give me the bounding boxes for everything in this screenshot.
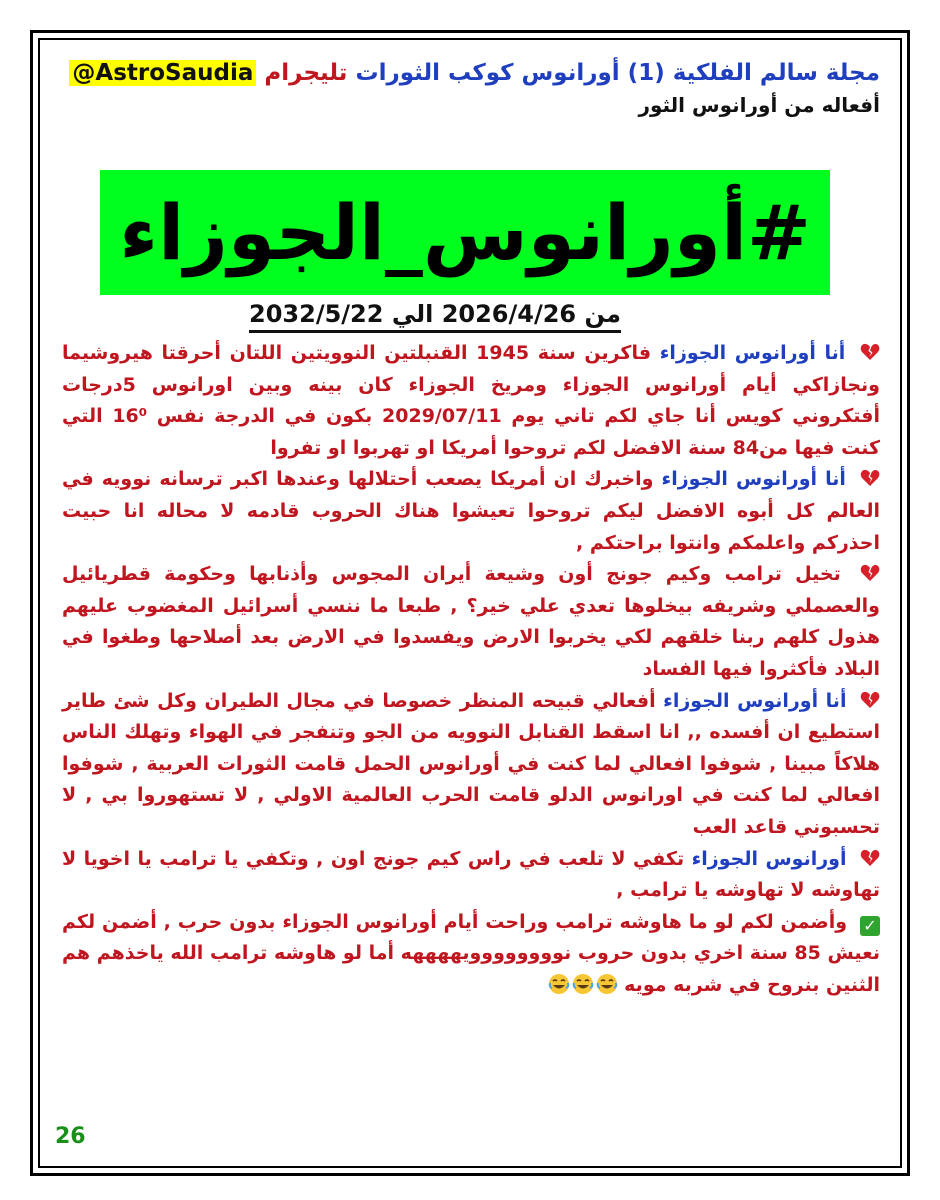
broken-heart-icon	[860, 849, 880, 867]
paragraph-text: تخيل ترامب وكيم جونج أون وشيعة أيران المجوس وأذنابها وحكومة قطريائيل والعصملي وشريفه بيخلوها تعدي علي خير؟ , طبعا ما ننسي أسرائيل المغضوب عليهم هذول كلهم ربنا خلقهم لكي يخربوا الارض ويفسدوا في الارض بعد أصلاحها وطغوا في البلاد فأكثروا فيها الفساد	[62, 563, 880, 680]
paragraph-text: تكفي لا تلعب في راس كيم جونج اون , وتكفي يا ترامب يا اخويا لا تهاوشه لا تهاوشه يا ترامب ,	[62, 847, 880, 902]
laughing-icon	[596, 973, 618, 995]
date-to: 2032/5/22	[249, 300, 384, 328]
page-number: 26	[55, 1124, 86, 1149]
laughing-icon	[572, 973, 594, 995]
date-to-label: الي	[391, 300, 434, 328]
speaker-label: أورانوس الجوزاء	[691, 847, 847, 870]
speaker-label: أنا أورانوس الجوزاء	[659, 342, 846, 364]
paragraph-text: وأضمن لكم لو ما هاوشه ترامب وراحت أيام أورانوس الجوزاء بدون حرب , أضمن لكم نعيش 85 سنة اخري بدون حروب نوووووووويههههه أما لو هاوشه ترامب الله ياخذهم هم الثنين بنروح في شربه مويه	[62, 910, 880, 996]
date-from-label: من	[584, 300, 621, 328]
date-range-text	[249, 300, 621, 333]
paragraph-text: أفعالي قبيحه المنظر خصوصا في مجال الطيران وكل شئ طاير استطيع ان أفسده ,, انا اسقط القنابل النوويه من الجو وتنفجر في الهواء وتهلك الناس هلاكاً مبينا , شوفوا افعالي لما كنت في أورانوس الحمل قامت الثورات العربية , شوفوا افعالي لما كنت في اورانوس الدلو قامت الحرب العالمية الاولي , لا تستهوروا بي , لا تحسبوني قاعد العب	[62, 689, 880, 838]
date-range	[200, 300, 670, 328]
article-topic: أورانوس كوكب الثورات	[355, 60, 620, 86]
paragraph-6	[62, 907, 880, 1002]
broken-heart-icon	[860, 564, 880, 582]
telegram-handle[interactable]: @AstroSaudia	[69, 60, 256, 86]
laughing-icon	[548, 973, 570, 995]
paragraph-5	[62, 844, 880, 907]
article-body	[62, 338, 880, 1001]
paragraph-text: واخبرك ان أمريكا يصعب أحتلالها وعندها اكبر ترسانه نوويه في العالم كل أبوه الافضل ليكم تروحوا تعيشوا هناك الحروب قادمه لا محاله انا حبيت احذركم واعلمكم وانتوا براحتكم ,	[62, 468, 880, 554]
hashtag-banner	[100, 170, 830, 295]
magazine-name: مجلة سالم الفلكية (1)	[627, 60, 880, 86]
header-subtitle: أفعاله من أورانوس الثور	[638, 93, 880, 117]
speaker-label: أنا أورانوس الجوزاء	[663, 689, 847, 712]
paragraph-2	[62, 464, 880, 559]
header	[60, 56, 880, 120]
paragraph-1	[62, 338, 880, 464]
paragraph-4	[62, 686, 880, 844]
paragraph-3	[62, 559, 880, 685]
hashtag-text: #أورانوس_الجوزاء	[119, 188, 811, 277]
date-from: 2026/4/26	[441, 300, 577, 328]
broken-heart-icon	[860, 343, 880, 361]
header-title-line	[60, 56, 880, 90]
telegram-label: تليجرام	[264, 60, 348, 86]
check-mark-icon: ✓	[860, 916, 880, 936]
broken-heart-icon	[860, 469, 880, 487]
speaker-label: أنا أورانوس الجوزاء	[661, 468, 846, 491]
broken-heart-icon	[860, 691, 880, 709]
paragraph-text: فاكرين سنة 1945 القنبلتين النوويتين اللتان أحرقتا هيروشيما ونجازاكي أيام أورانوس الجوزاء ومريخ الجوزاء كان بينه وبين اورانوس 5درجات أفتكروني كويس أنا جاي لكم تاني يوم 2029/07/11 بكون في الدرجة نفس 16⁰ التي كنت فيها من84 سنة الافضل لكم تروحوا أمريكا او تهربوا او تفروا	[62, 342, 880, 459]
